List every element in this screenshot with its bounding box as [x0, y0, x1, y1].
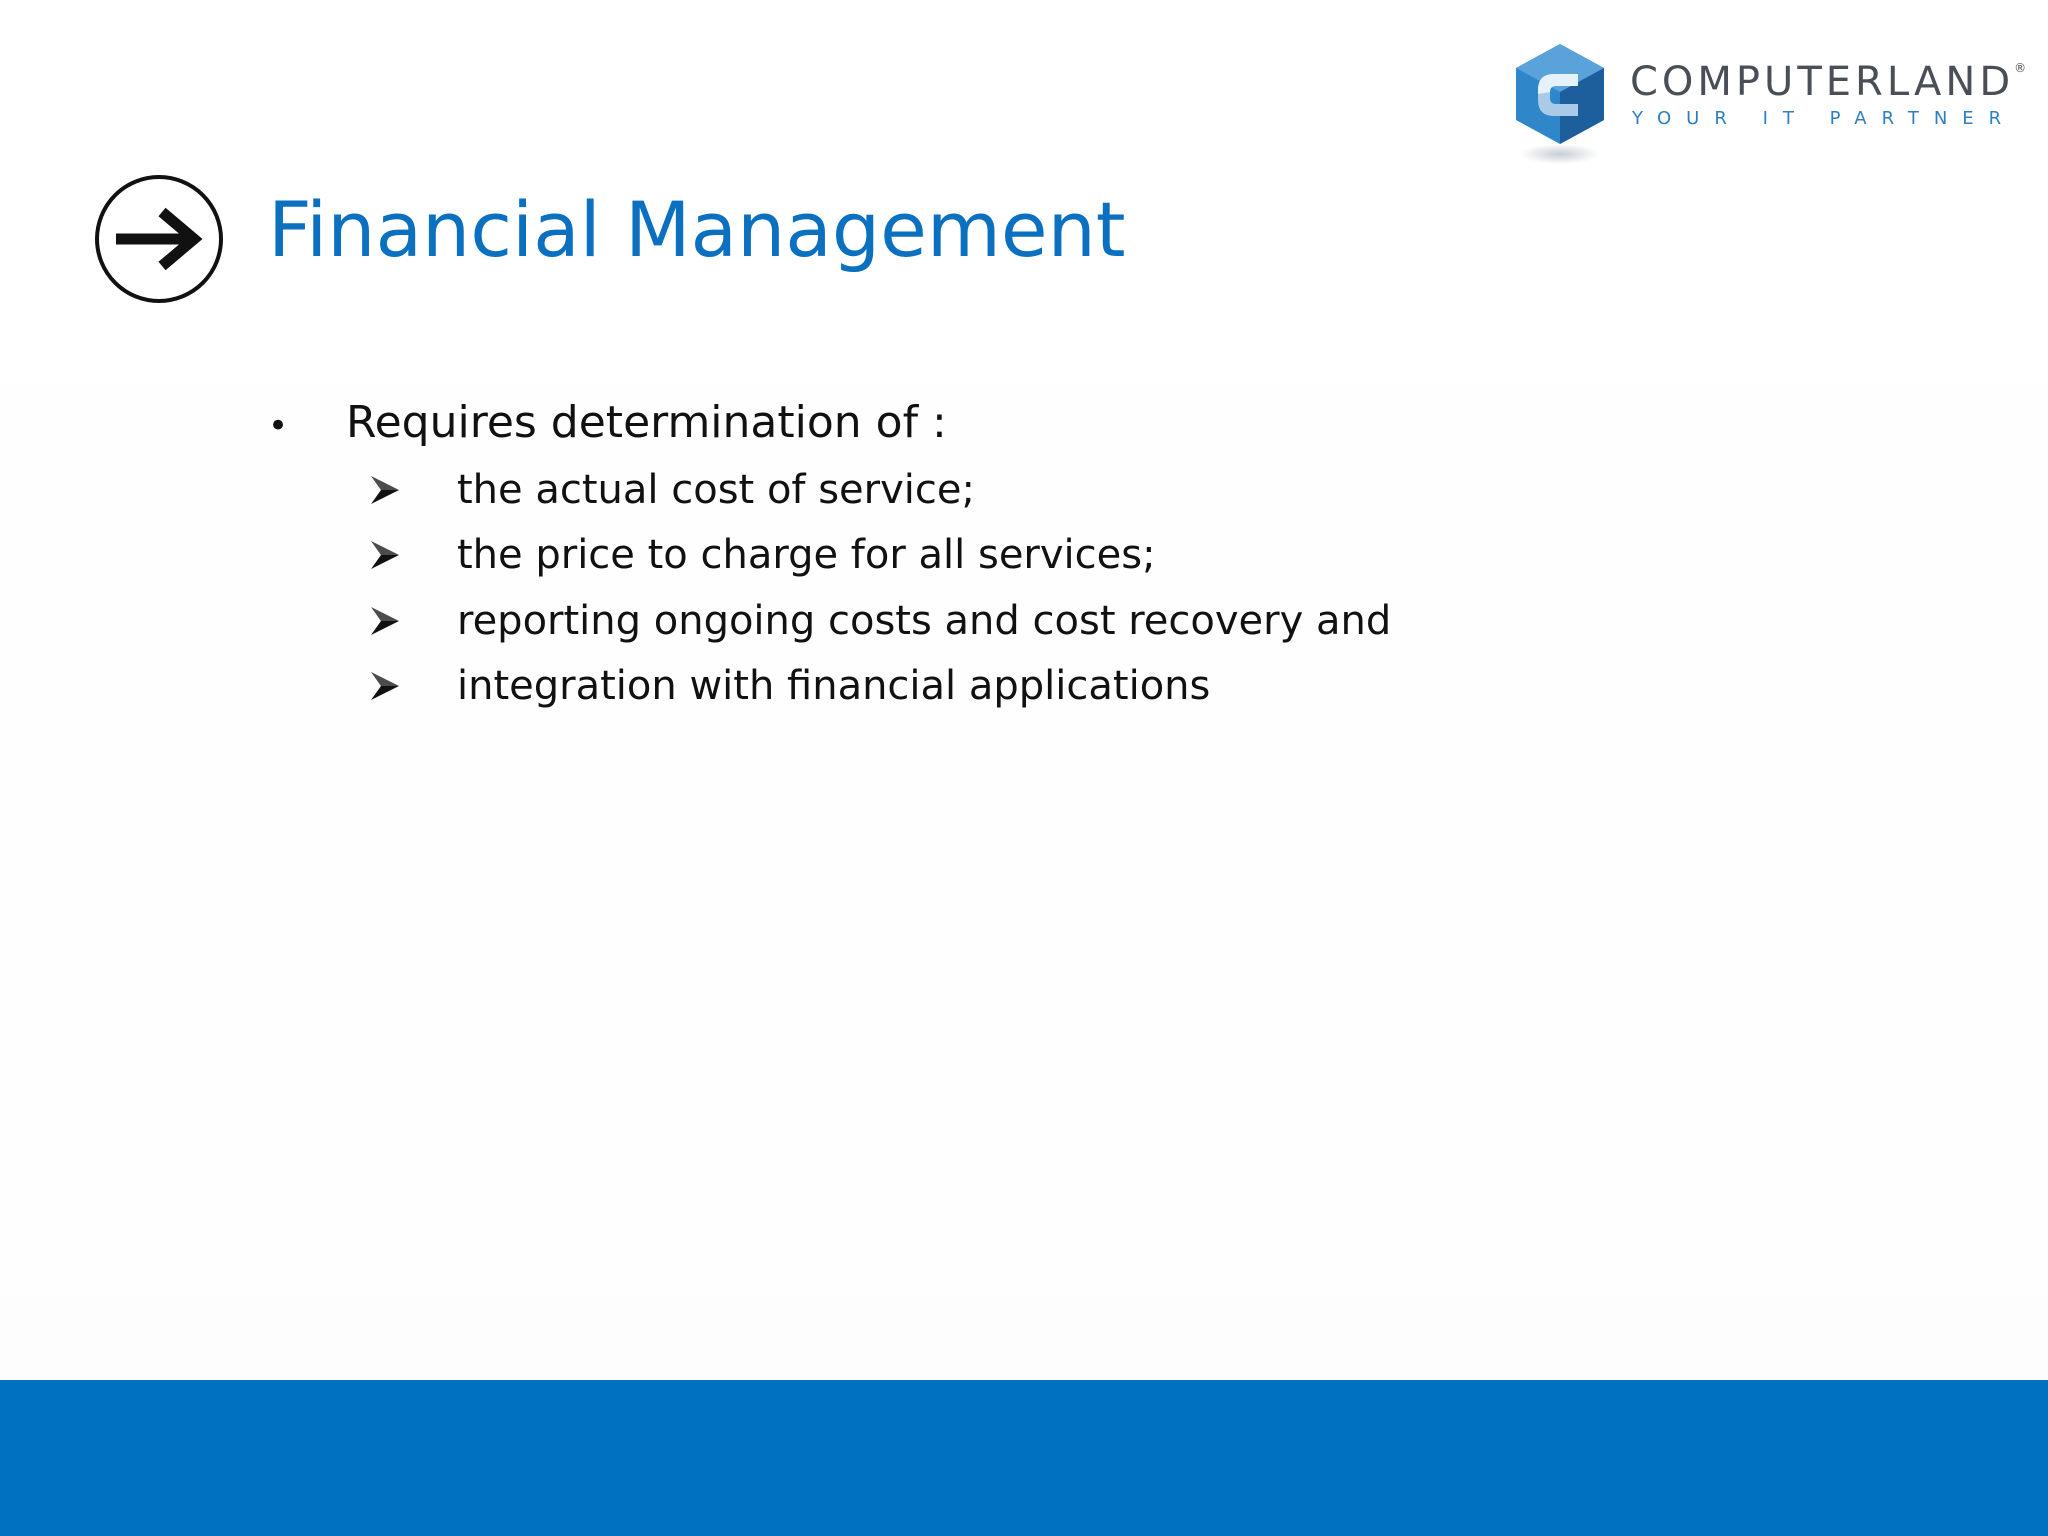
bullet-dot: •: [268, 406, 289, 446]
sub-bullet-text: integration with financial applications: [457, 663, 1211, 710]
sub-bullet-list: [262, 457, 1762, 719]
sub-bullet-item: [369, 588, 1762, 654]
main-bullet: [262, 392, 1762, 457]
cube-c-logo-icon: [1508, 38, 1618, 168]
arrowhead-bullet-icon: [369, 666, 427, 706]
logo-tagline: YOUR IT PARTNER: [1632, 108, 2017, 129]
sub-bullet-item: [369, 523, 1762, 589]
logo-wordmark: COMPUTERLAND®: [1630, 59, 2027, 105]
arrowhead-bullet-icon: [369, 535, 427, 575]
sub-bullet-item: [369, 654, 1762, 720]
slide-title: Financial Management: [268, 185, 1126, 274]
arrowhead-bullet-icon: [369, 470, 427, 510]
computerland-logo: [1508, 38, 2027, 168]
sub-bullet-text: the actual cost of service;: [457, 466, 975, 513]
sub-bullet-item: [369, 457, 1762, 523]
arrowhead-bullet-icon: [369, 601, 427, 641]
bullet-content: [262, 392, 1762, 719]
sub-bullet-text: reporting ongoing costs and cost recovery and: [457, 597, 1392, 644]
main-bullet-text: Requires determination of :: [346, 397, 947, 448]
arrow-right-circle-icon: [92, 172, 226, 306]
sub-bullet-text: the price to charge for all services;: [457, 532, 1156, 579]
registered-mark: ®: [2014, 61, 2027, 75]
footer-band: [0, 1380, 2048, 1536]
